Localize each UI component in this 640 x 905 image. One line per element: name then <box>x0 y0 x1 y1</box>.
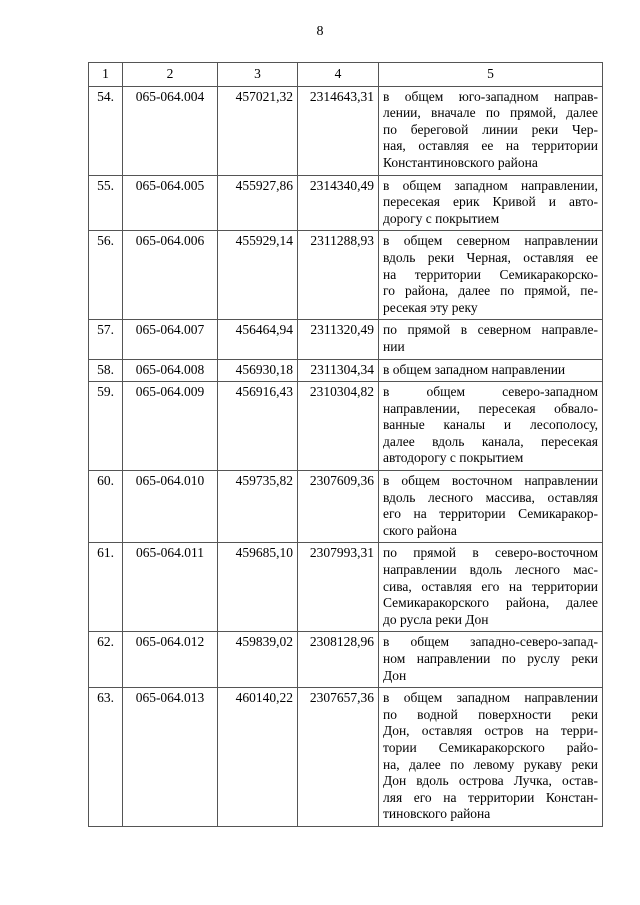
row-number: 56. <box>89 231 123 320</box>
point-code: 065-064.012 <box>123 632 218 688</box>
description-line: в общем юго-западном направ- <box>383 88 598 104</box>
description-line: ресекая эту реку <box>383 299 478 315</box>
column-header-2: 2 <box>123 63 218 87</box>
row-number: 60. <box>89 471 123 543</box>
description-line: вдоль лесного массива, оставляя <box>383 489 598 505</box>
point-code: 065-064.010 <box>123 471 218 543</box>
coordinate-y: 2307609,36 <box>298 471 379 543</box>
boundary-description <box>379 382 603 471</box>
boundary-description <box>379 175 603 231</box>
coordinate-x: 460140,22 <box>218 688 298 827</box>
coordinate-y: 2314643,31 <box>298 86 379 175</box>
table-row <box>89 231 603 320</box>
coordinate-x: 455929,14 <box>218 231 298 320</box>
table-row <box>89 86 603 175</box>
description-line: Дон, оставляя остров на терри- <box>383 723 598 739</box>
description-line: в общем западном направлении <box>383 361 566 377</box>
description-line: ванные каналы и лесополосу, <box>383 417 598 433</box>
row-number: 57. <box>89 320 123 359</box>
boundary-description <box>379 359 603 382</box>
description-line: тиновского района <box>383 806 491 822</box>
description-line: направлении вдоль лесного мас- <box>383 562 598 578</box>
description-line: в общем западном направлении <box>383 690 598 706</box>
description-line: в общем северном направлении <box>383 233 598 249</box>
description-line: на, далее по левому рукаву реки <box>383 756 598 772</box>
description-line: тории Семикаракорского райо- <box>383 739 598 755</box>
coordinate-x: 455927,86 <box>218 175 298 231</box>
table-row <box>89 175 603 231</box>
coordinate-y: 2307657,36 <box>298 688 379 827</box>
table-header-row <box>89 63 603 87</box>
row-number: 55. <box>89 175 123 231</box>
description-line: ского района <box>383 522 457 538</box>
point-code: 065-064.006 <box>123 231 218 320</box>
description-line: сива, оставляя его на территории <box>383 578 598 594</box>
boundary-description <box>379 543 603 632</box>
row-number: 54. <box>89 86 123 175</box>
point-code: 065-064.011 <box>123 543 218 632</box>
description-line: в общем восточном направлении <box>383 473 598 489</box>
boundary-description <box>379 632 603 688</box>
table-row <box>89 320 603 359</box>
coordinate-x: 456464,94 <box>218 320 298 359</box>
description-line: Дон вдоль острова Лучка, остав- <box>383 773 598 789</box>
point-code: 065-064.013 <box>123 688 218 827</box>
column-header-1: 1 <box>89 63 123 87</box>
boundary-description <box>379 86 603 175</box>
column-header-4: 4 <box>298 63 379 87</box>
coordinate-y: 2308128,96 <box>298 632 379 688</box>
boundary-description <box>379 688 603 827</box>
coordinate-x: 456930,18 <box>218 359 298 382</box>
coordinate-y: 2314340,49 <box>298 175 379 231</box>
table-row <box>89 688 603 827</box>
description-line: Константиновского района <box>383 154 538 170</box>
point-code: 065-064.007 <box>123 320 218 359</box>
coordinate-x: 457021,32 <box>218 86 298 175</box>
page-number: 8 <box>316 24 324 39</box>
table-row <box>89 382 603 471</box>
coordinate-y: 2311288,93 <box>298 231 379 320</box>
point-code: 065-064.008 <box>123 359 218 382</box>
point-code: 065-064.009 <box>123 382 218 471</box>
description-line: в общем северо-западном <box>383 384 598 400</box>
coordinate-y: 2311320,49 <box>298 320 379 359</box>
coordinate-y: 2310304,82 <box>298 382 379 471</box>
description-line: го района, далее по прямой, пе- <box>383 283 598 299</box>
coordinate-x: 459735,82 <box>218 471 298 543</box>
description-line: пересекая ерик Кривой и авто- <box>383 194 598 210</box>
description-line: Дон <box>383 667 407 683</box>
coordinate-x: 459839,02 <box>218 632 298 688</box>
row-number: 61. <box>89 543 123 632</box>
description-line: направлении, пересекая обвало- <box>383 400 598 416</box>
description-line: Семикаракорского района, далее <box>383 595 598 611</box>
column-header-3: 3 <box>218 63 298 87</box>
boundary-description <box>379 471 603 543</box>
description-line: по прямой в северо-восточном <box>383 545 598 561</box>
description-line: дорогу с покрытием <box>383 210 500 226</box>
description-line: до русла реки Дон <box>383 611 489 627</box>
boundary-description <box>379 320 603 359</box>
description-line: на территории Семикаракорско- <box>383 266 598 282</box>
coordinate-x: 459685,10 <box>218 543 298 632</box>
description-line: ляя его на территории Констан- <box>383 789 598 805</box>
description-line: автодорогу с покрытием <box>383 450 524 466</box>
table-row <box>89 543 603 632</box>
table-row <box>89 471 603 543</box>
description-line: далее вдоль канала, пересекая <box>383 433 598 449</box>
row-number: 59. <box>89 382 123 471</box>
point-code: 065-064.004 <box>123 86 218 175</box>
description-line: ная, оставляя ее на территории <box>383 138 598 154</box>
coordinate-x: 456916,43 <box>218 382 298 471</box>
table-body <box>89 86 603 826</box>
row-number: 58. <box>89 359 123 382</box>
boundary-table <box>88 62 603 827</box>
description-line: по водной поверхности реки <box>383 706 598 722</box>
boundary-description <box>379 231 603 320</box>
column-header-5: 5 <box>379 63 603 87</box>
description-line: в общем западном направлении, <box>383 177 598 193</box>
row-number: 62. <box>89 632 123 688</box>
description-line: ном направлении по руслу реки <box>383 651 598 666</box>
row-number: 63. <box>89 688 123 827</box>
description-line: его на территории Семикаракор- <box>383 506 598 522</box>
table-row <box>89 632 603 688</box>
coordinate-y: 2311304,34 <box>298 359 379 382</box>
table-row <box>89 359 603 382</box>
description-line: по прямой в северном направле- <box>383 322 598 338</box>
description-line: вдоль реки Черная, оставляя ее <box>383 249 598 265</box>
description-line: лении, вначале по прямой, далее <box>383 105 598 121</box>
coordinate-y: 2307993,31 <box>298 543 379 632</box>
description-line: в общем западно-северо-запад- <box>383 634 598 650</box>
description-line: по береговой линии реки Чер- <box>383 121 598 137</box>
description-line: нии <box>383 338 405 354</box>
point-code: 065-064.005 <box>123 175 218 231</box>
